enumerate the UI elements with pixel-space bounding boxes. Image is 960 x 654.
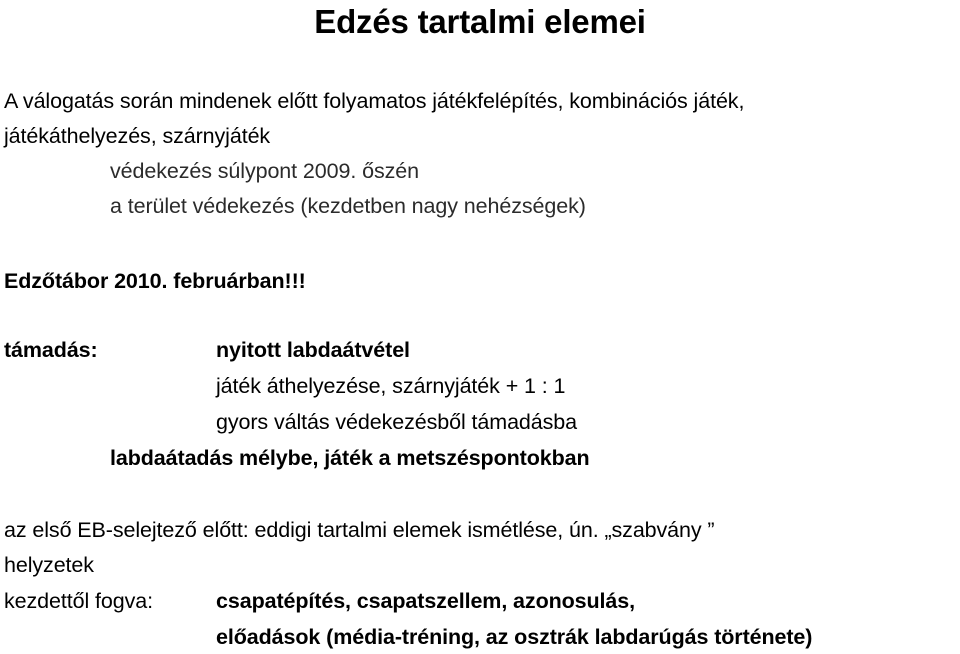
before-eb-line-2: helyzetek — [4, 553, 94, 577]
attack-label: támadás: — [4, 338, 98, 362]
from-then-item-2: előadások (média-tréning, az osztrák labdarúgás története) — [216, 625, 813, 649]
attack-item-4: labdaátadás mélybe, játék a metszéspontokban — [110, 446, 590, 470]
attack-item-2: játék áthelyezése, szárnyjáték + 1 : 1 — [216, 374, 566, 398]
page-title: Edzés tartalmi elemei — [314, 3, 646, 40]
before-eb-line-1: az első EB-selejtező előtt: eddigi tartalmi elemek ismétlése, ún. „szabvány ” — [4, 518, 715, 542]
attack-item-3: gyors váltás védekezésből támadásba — [216, 410, 578, 434]
from-then-item-1: csapatépítés, csapatszellem, azonosulás, — [216, 589, 636, 613]
intro-line-2: játékáthelyezés, szárnyjáték — [4, 124, 271, 148]
intro-line-4: a terület védekezés (kezdetben nagy nehézségek) — [110, 194, 586, 218]
attack-item-1: nyitott labdaátvétel — [216, 338, 410, 362]
camp-heading: Edzőtábor 2010. februárban!!! — [4, 269, 306, 293]
from-then-label: kezdettől fogva: — [4, 589, 153, 613]
intro-line-1: A válogatás során mindenek előtt folyamatos játékfelépítés, kombinációs játék, — [4, 89, 745, 113]
intro-line-3: védekezés súlypont 2009. őszén — [110, 159, 419, 183]
